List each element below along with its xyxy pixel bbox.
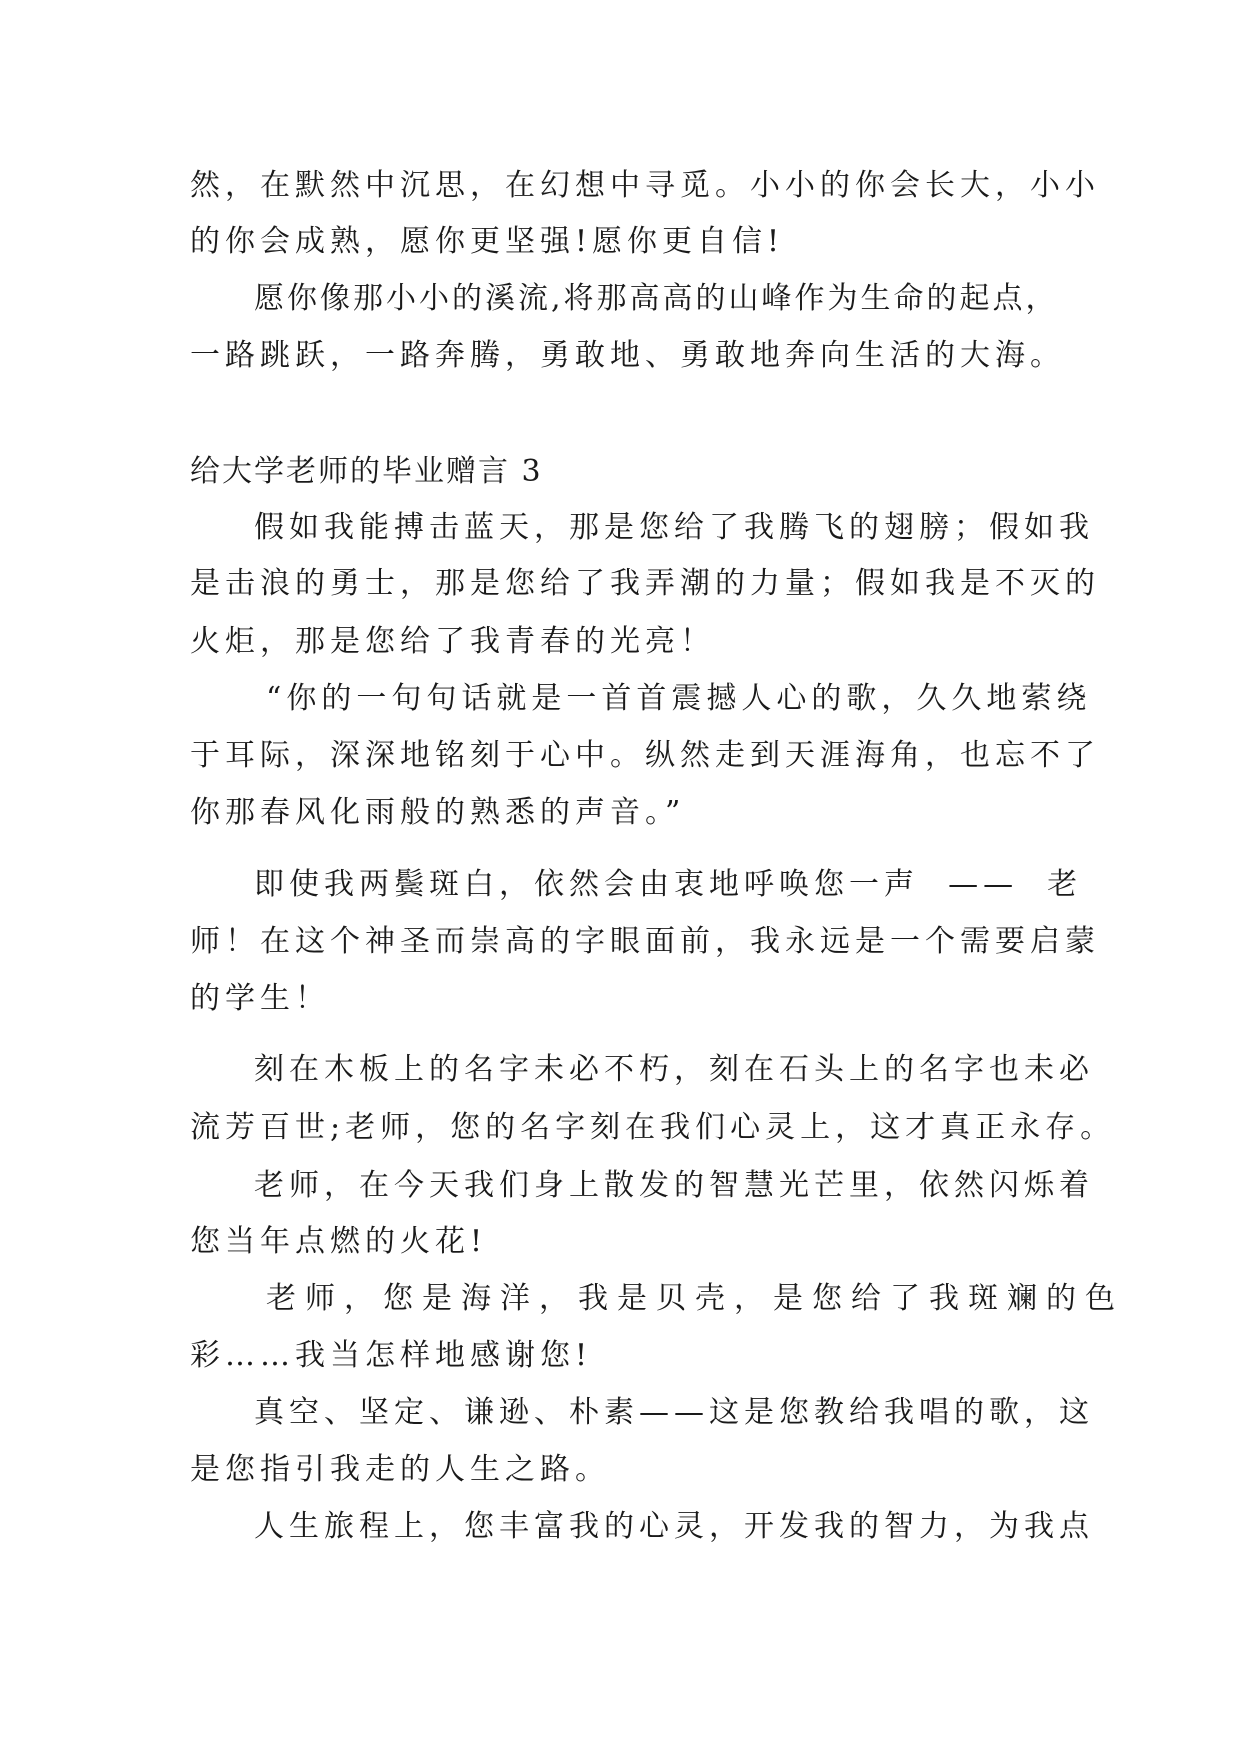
paragraph-line: “你的一句句话就是一首首震撼人心的歌，久久地萦绕 (266, 681, 1092, 716)
paragraph-line: 老师，在今天我们身上散发的智慧光芒里，依然闪烁着 (254, 1168, 1094, 1203)
paragraph-line: 的学生！ (190, 981, 330, 1016)
paragraph-line: 的你会成熟，愿你更坚强!愿你更自信! (190, 224, 785, 259)
paragraph-line: 然，在默然中沉思，在幻想中寻觅。小小的你会长大，小小 (190, 168, 1100, 203)
paragraph-line: 假如我能搏击蓝天，那是您给了我腾飞的翅膀；假如我 (254, 510, 1094, 545)
paragraph-line: 刻在木板上的名字未必不朽，刻在石头上的名字也未必 (254, 1052, 1094, 1087)
paragraph-line: 愿你像那小小的溪流,将那高高的山峰作为生命的起点， (254, 281, 1059, 316)
paragraph-line: 老师，您是海洋，我是贝壳，是您给了我斑斓的色 (266, 1281, 1124, 1316)
paragraph-line: 师！在这个神圣而崇高的字眼面前，我永远是一个需要启蒙 (190, 924, 1100, 959)
paragraph-line: 您当年点燃的火花! (190, 1224, 488, 1259)
paragraph-line: 火炬，那是您给了我青春的光亮！ (190, 624, 715, 659)
paragraph-line: 一路跳跃，一路奔腾，勇敢地、勇敢地奔向生活的大海。 (190, 338, 1065, 373)
paragraph-line: 流芳百世;老师，您的名字刻在我们心灵上，这才真正永存。 (190, 1110, 1116, 1145)
paragraph-line: 即使我两鬓斑白，依然会由衷地呼唤您一声 —— 老 (254, 867, 1083, 902)
paragraph-line: 是您指引我走的人生之路。 (190, 1452, 610, 1487)
paragraph-line: 你那春风化雨般的熟悉的声音。” (190, 795, 686, 830)
section-heading: 给大学老师的毕业赠言 3 (190, 454, 543, 489)
paragraph-line: 于耳际，深深地铭刻于心中。纵然走到天涯海角，也忘不了 (190, 738, 1100, 773)
paragraph-line: 真空、坚定、谦逊、朴素——这是您教给我唱的歌，这 (254, 1395, 1094, 1430)
paragraph-line: 彩……我当怎样地感谢您! (190, 1338, 593, 1373)
paragraph-line: 是击浪的勇士，那是您给了我弄潮的力量；假如我是不灭的 (190, 566, 1100, 601)
paragraph-line: 人生旅程上，您丰富我的心灵，开发我的智力，为我点 (254, 1509, 1094, 1544)
